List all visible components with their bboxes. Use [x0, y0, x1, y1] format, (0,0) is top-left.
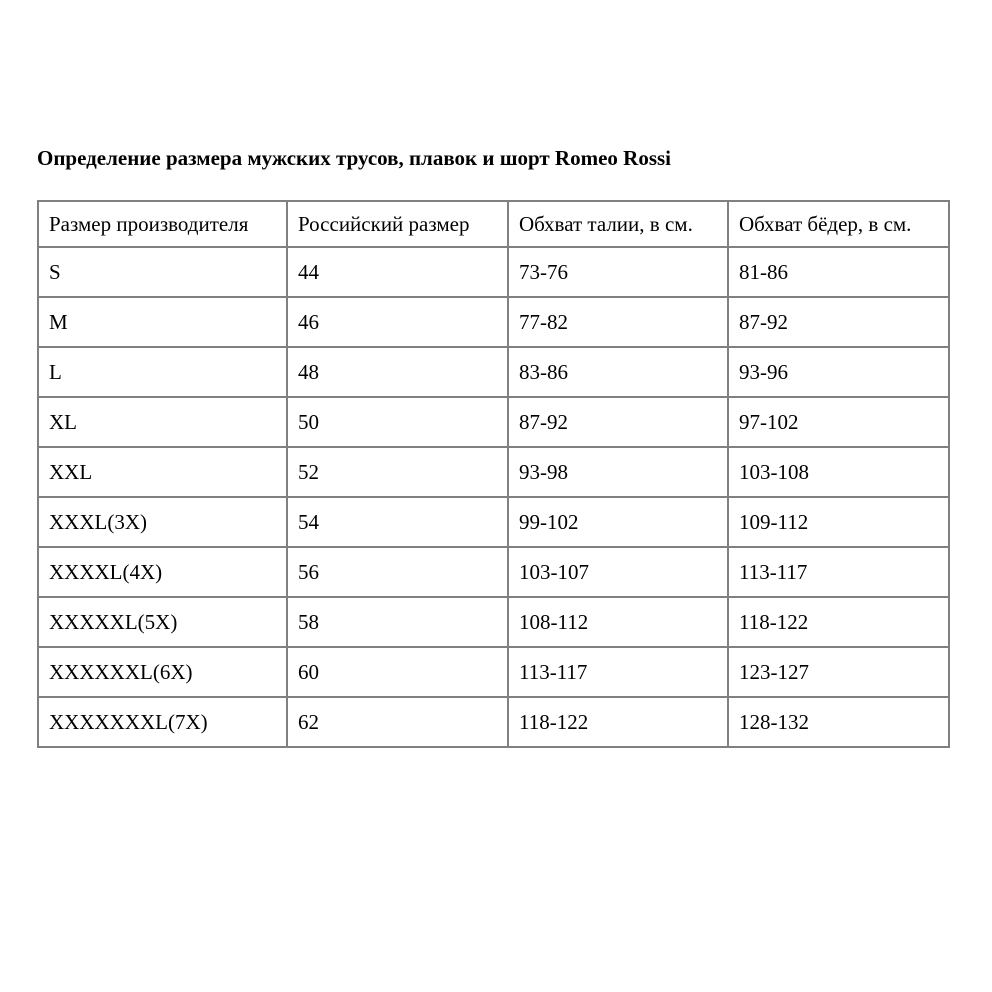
table-cell: 113-117 — [508, 647, 728, 697]
table-cell: 77-82 — [508, 297, 728, 347]
table-cell: XL — [38, 397, 287, 447]
table-cell: 87-92 — [508, 397, 728, 447]
table-row — [38, 247, 949, 297]
table-cell: 128-132 — [728, 697, 949, 747]
table-cell: S — [38, 247, 287, 297]
table-cell: 118-122 — [728, 597, 949, 647]
table-row — [38, 447, 949, 497]
table-row — [38, 597, 949, 647]
table-cell: 93-98 — [508, 447, 728, 497]
table-cell: 58 — [287, 597, 508, 647]
table-cell: 99-102 — [508, 497, 728, 547]
table-cell: XXXXXL(5X) — [38, 597, 287, 647]
size-chart-table — [37, 200, 950, 748]
table-cell: 103-108 — [728, 447, 949, 497]
table-cell: L — [38, 347, 287, 397]
table-cell: 87-92 — [728, 297, 949, 347]
table-cell: 52 — [287, 447, 508, 497]
table-cell: 62 — [287, 697, 508, 747]
table-row — [38, 547, 949, 597]
table-cell: 50 — [287, 397, 508, 447]
table-row — [38, 697, 949, 747]
column-header: Российский размер — [287, 201, 508, 247]
table-cell: M — [38, 297, 287, 347]
size-table-body — [38, 247, 949, 747]
table-cell: 97-102 — [728, 397, 949, 447]
table-cell: 73-76 — [508, 247, 728, 297]
table-cell: 118-122 — [508, 697, 728, 747]
table-cell: 60 — [287, 647, 508, 697]
table-row — [38, 347, 949, 397]
table-cell: XXL — [38, 447, 287, 497]
table-cell: 81-86 — [728, 247, 949, 297]
column-header: Обхват талии, в см. — [508, 201, 728, 247]
table-cell: XXXXXXXL(7X) — [38, 697, 287, 747]
table-cell: 123-127 — [728, 647, 949, 697]
size-table-header — [38, 201, 949, 247]
table-cell: 54 — [287, 497, 508, 547]
table-cell: 109-112 — [728, 497, 949, 547]
table-cell: 46 — [287, 297, 508, 347]
page-title: Определение размера мужских трусов, плавок и шорт Romeo Rossi — [37, 146, 672, 170]
table-cell: 108-112 — [508, 597, 728, 647]
header-row — [38, 201, 949, 247]
table-cell: XXXL(3X) — [38, 497, 287, 547]
table-row — [38, 397, 949, 447]
column-header: Размер производителя — [38, 201, 287, 247]
table-cell: 56 — [287, 547, 508, 597]
table-cell: 103-107 — [508, 547, 728, 597]
column-header: Обхват бёдер, в см. — [728, 201, 949, 247]
table-cell: 48 — [287, 347, 508, 397]
table-cell: XXXXL(4X) — [38, 547, 287, 597]
table-row — [38, 297, 949, 347]
table-row — [38, 497, 949, 547]
table-cell: XXXXXXL(6X) — [38, 647, 287, 697]
table-cell: 83-86 — [508, 347, 728, 397]
table-cell: 93-96 — [728, 347, 949, 397]
table-row — [38, 647, 949, 697]
table-cell: 113-117 — [728, 547, 949, 597]
table-cell: 44 — [287, 247, 508, 297]
